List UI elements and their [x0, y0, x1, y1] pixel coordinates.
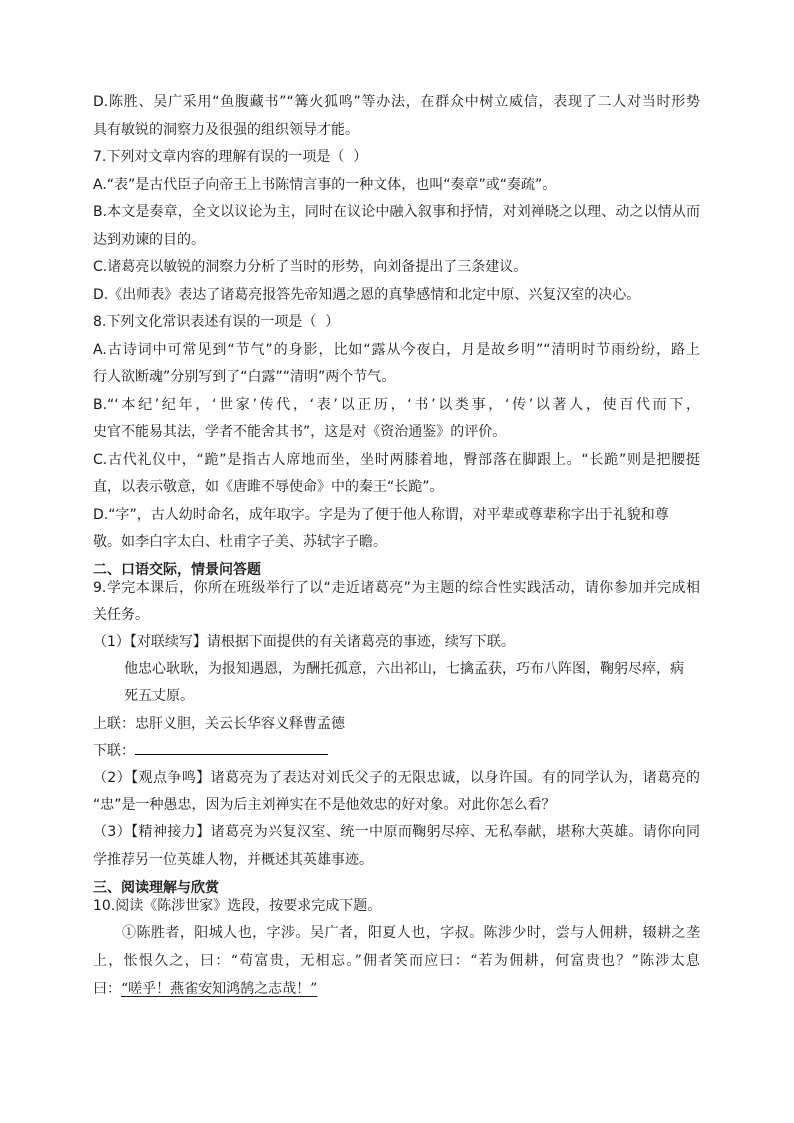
q6-option-d-line-1: D.陈胜、吴广采用“鱼腹藏书”“篝火狐鸣”等办法，在群众中树立威信，表现了二人对当时形势 — [93, 94, 700, 110]
q10-passage — [93, 920, 700, 1003]
q9-part3 — [93, 819, 700, 873]
q7-option-c: C.诸葛亮以敏锐的洞察力分析了当时的形势，向刘备提出了三条建议。 — [93, 259, 528, 275]
lower-couplet-label: 下联： — [93, 742, 135, 759]
question-10 — [93, 893, 700, 1004]
q7-stem: 7.下列对文章内容的理解有误的一项是（ ） — [93, 149, 368, 165]
q10-passage-line-2: 上，怅恨久之，曰：“苟富贵，无相忘。”佣者笑而应曰：“若为佣耕，何富贵也？”陈涉太息 — [93, 953, 700, 970]
section-3-heading: 三、阅读理解与欣赏 — [93, 879, 219, 896]
q9-stem-line-1: 9.学完本课后，你所在班级举行了以“走近诸葛亮”为主题的综合性实践活动，请你参加并完成相 — [93, 579, 700, 596]
q10-underlined-quote: “嗟乎！燕雀安知鸿鹄之志哉！” — [121, 980, 318, 997]
q9-part3-line-2: 学推荐另一位英雄人物，并概述其英雄事迹。 — [93, 851, 373, 868]
section-reading — [93, 893, 700, 1004]
q8-option-c-line-1: C.古代礼仪中，“跪”是指古人席地而坐，坐时两膝着地，臀部落在脚跟上。“长跪”则是把腰挺 — [93, 451, 700, 468]
lower-couplet-answer-blank — [135, 740, 328, 755]
upper-couplet-label: 上联： — [93, 715, 135, 732]
q10-passage-line-1: ①陈胜者，阳城人也，字涉。吴广者，阳夏人也，字叔。陈涉少时，尝与人佣耕，辍耕之垄 — [122, 925, 700, 942]
upper-couplet-text: 忠肝义胆，关云长华容义释曹孟德 — [135, 715, 345, 732]
q8-option-b — [93, 392, 700, 447]
q9-stem-line-2: 关任务。 — [93, 606, 149, 623]
q8-option-d-line-2: 敬。如李白字太白、杜甫字子美、苏轼字子瞻。 — [93, 534, 387, 550]
q8-option-d-line-1: D.“字”，古人幼时命名，成年取字。字是为了便于他人称谓，对平辈或尊辈称字出于礼貌和尊 — [93, 506, 669, 523]
q8-option-a-line-2: 行人欲断魂”分别写到了“白露”“清明”两个节气。 — [93, 369, 396, 385]
q9-part1-material — [124, 656, 700, 710]
q8-option-c — [93, 447, 700, 502]
q8-option-a — [93, 337, 700, 392]
q7-option-b-line-1: B.本文是奏章，全文以议论为主，同时在议论中融入叙事和抒情，对刘禅晓之以理、动之以情从而 — [93, 204, 700, 220]
question-8 — [93, 309, 700, 557]
exam-page — [93, 89, 700, 1004]
q6-option-d-line-2: 具有敏锐的洞察力及很强的组织领导才能。 — [93, 121, 359, 138]
section-2-heading: 二、口语交际，情景问答题 — [93, 561, 261, 578]
lower-couplet — [93, 738, 700, 765]
section-multiple-choice — [93, 89, 700, 557]
q8-option-a-line-1: A.古诗词中可常见到“节气”的身影，比如“露从今夜白，月是故乡明”“清明时节雨纷纷，路上 — [93, 341, 700, 358]
q7-option-b — [93, 199, 700, 254]
q9-part2-line-1: （2）【观点争鸣】诸葛亮为了表达对刘氏父子的无限忠诚，以身许国。有的同学认为，诸葛亮的 — [93, 769, 700, 786]
q9-part2-line-2: “忠”是一种愚忠，因为后主刘禅实在不是他效忠的好对象。对此你怎么看？ — [93, 797, 556, 814]
q9-part2 — [93, 765, 700, 819]
q8-option-d — [93, 502, 700, 557]
q7-option-b-line-2: 达到劝谏的目的。 — [93, 231, 205, 248]
q9-part1-prompt: （1）【对联续写】请根据下面提供的有关诸葛亮的事迹，续写下联。 — [93, 633, 515, 650]
section-oral-communication — [93, 575, 700, 874]
q10-stem: 10.阅读《陈涉世家》选段，按要求完成下题。 — [93, 897, 382, 914]
q8-option-b-line-2: 史官不能易其法，学者不能舍其书”，这是对《资治通鉴》的评价。 — [93, 424, 507, 440]
q9-part1-material-line-2: 死五丈原。 — [124, 688, 194, 705]
upper-couplet — [93, 711, 700, 738]
q6-option-d — [93, 89, 700, 144]
q8-option-c-line-2: 直，以表示敬意，如《唐雎不辱使命》中的秦王“长跪”。 — [93, 479, 444, 495]
q8-stem: 8.下列文化常识表述有误的一项是（ ） — [93, 314, 340, 330]
q10-passage-prefix: 曰： — [93, 980, 121, 997]
q9-part3-line-1: （3）【精神接力】诸葛亮为兴复汉室、统一中原而鞠躬尽瘁、无私奉献，堪称大英雄。请你向同 — [93, 824, 700, 841]
q7-option-a: A.“表”是古代臣子向帝王上书陈情言事的一种文体，也叫“奏章”或“奏疏”。 — [93, 176, 557, 193]
q7-option-d: D.《出师表》表达了诸葛亮报答先帝知遇之恩的真挚感情和北定中原、兴复汉室的决心。 — [93, 286, 641, 303]
q9-part1-material-line-1: 他忠心耿耿，为报知遇恩，为酬托孤意，六出祁山，七擒孟获，巧布八阵图，鞠躬尽瘁，病 — [124, 661, 684, 678]
question-9 — [93, 575, 700, 874]
q10-passage-line-3 — [93, 976, 700, 1004]
question-7 — [93, 144, 700, 309]
q8-option-b-line-1: B.“‘本纪’纪年，‘世家’传代，‘表’以正历，‘书’以类事，‘传’以著人，使百代而下， — [93, 396, 700, 413]
